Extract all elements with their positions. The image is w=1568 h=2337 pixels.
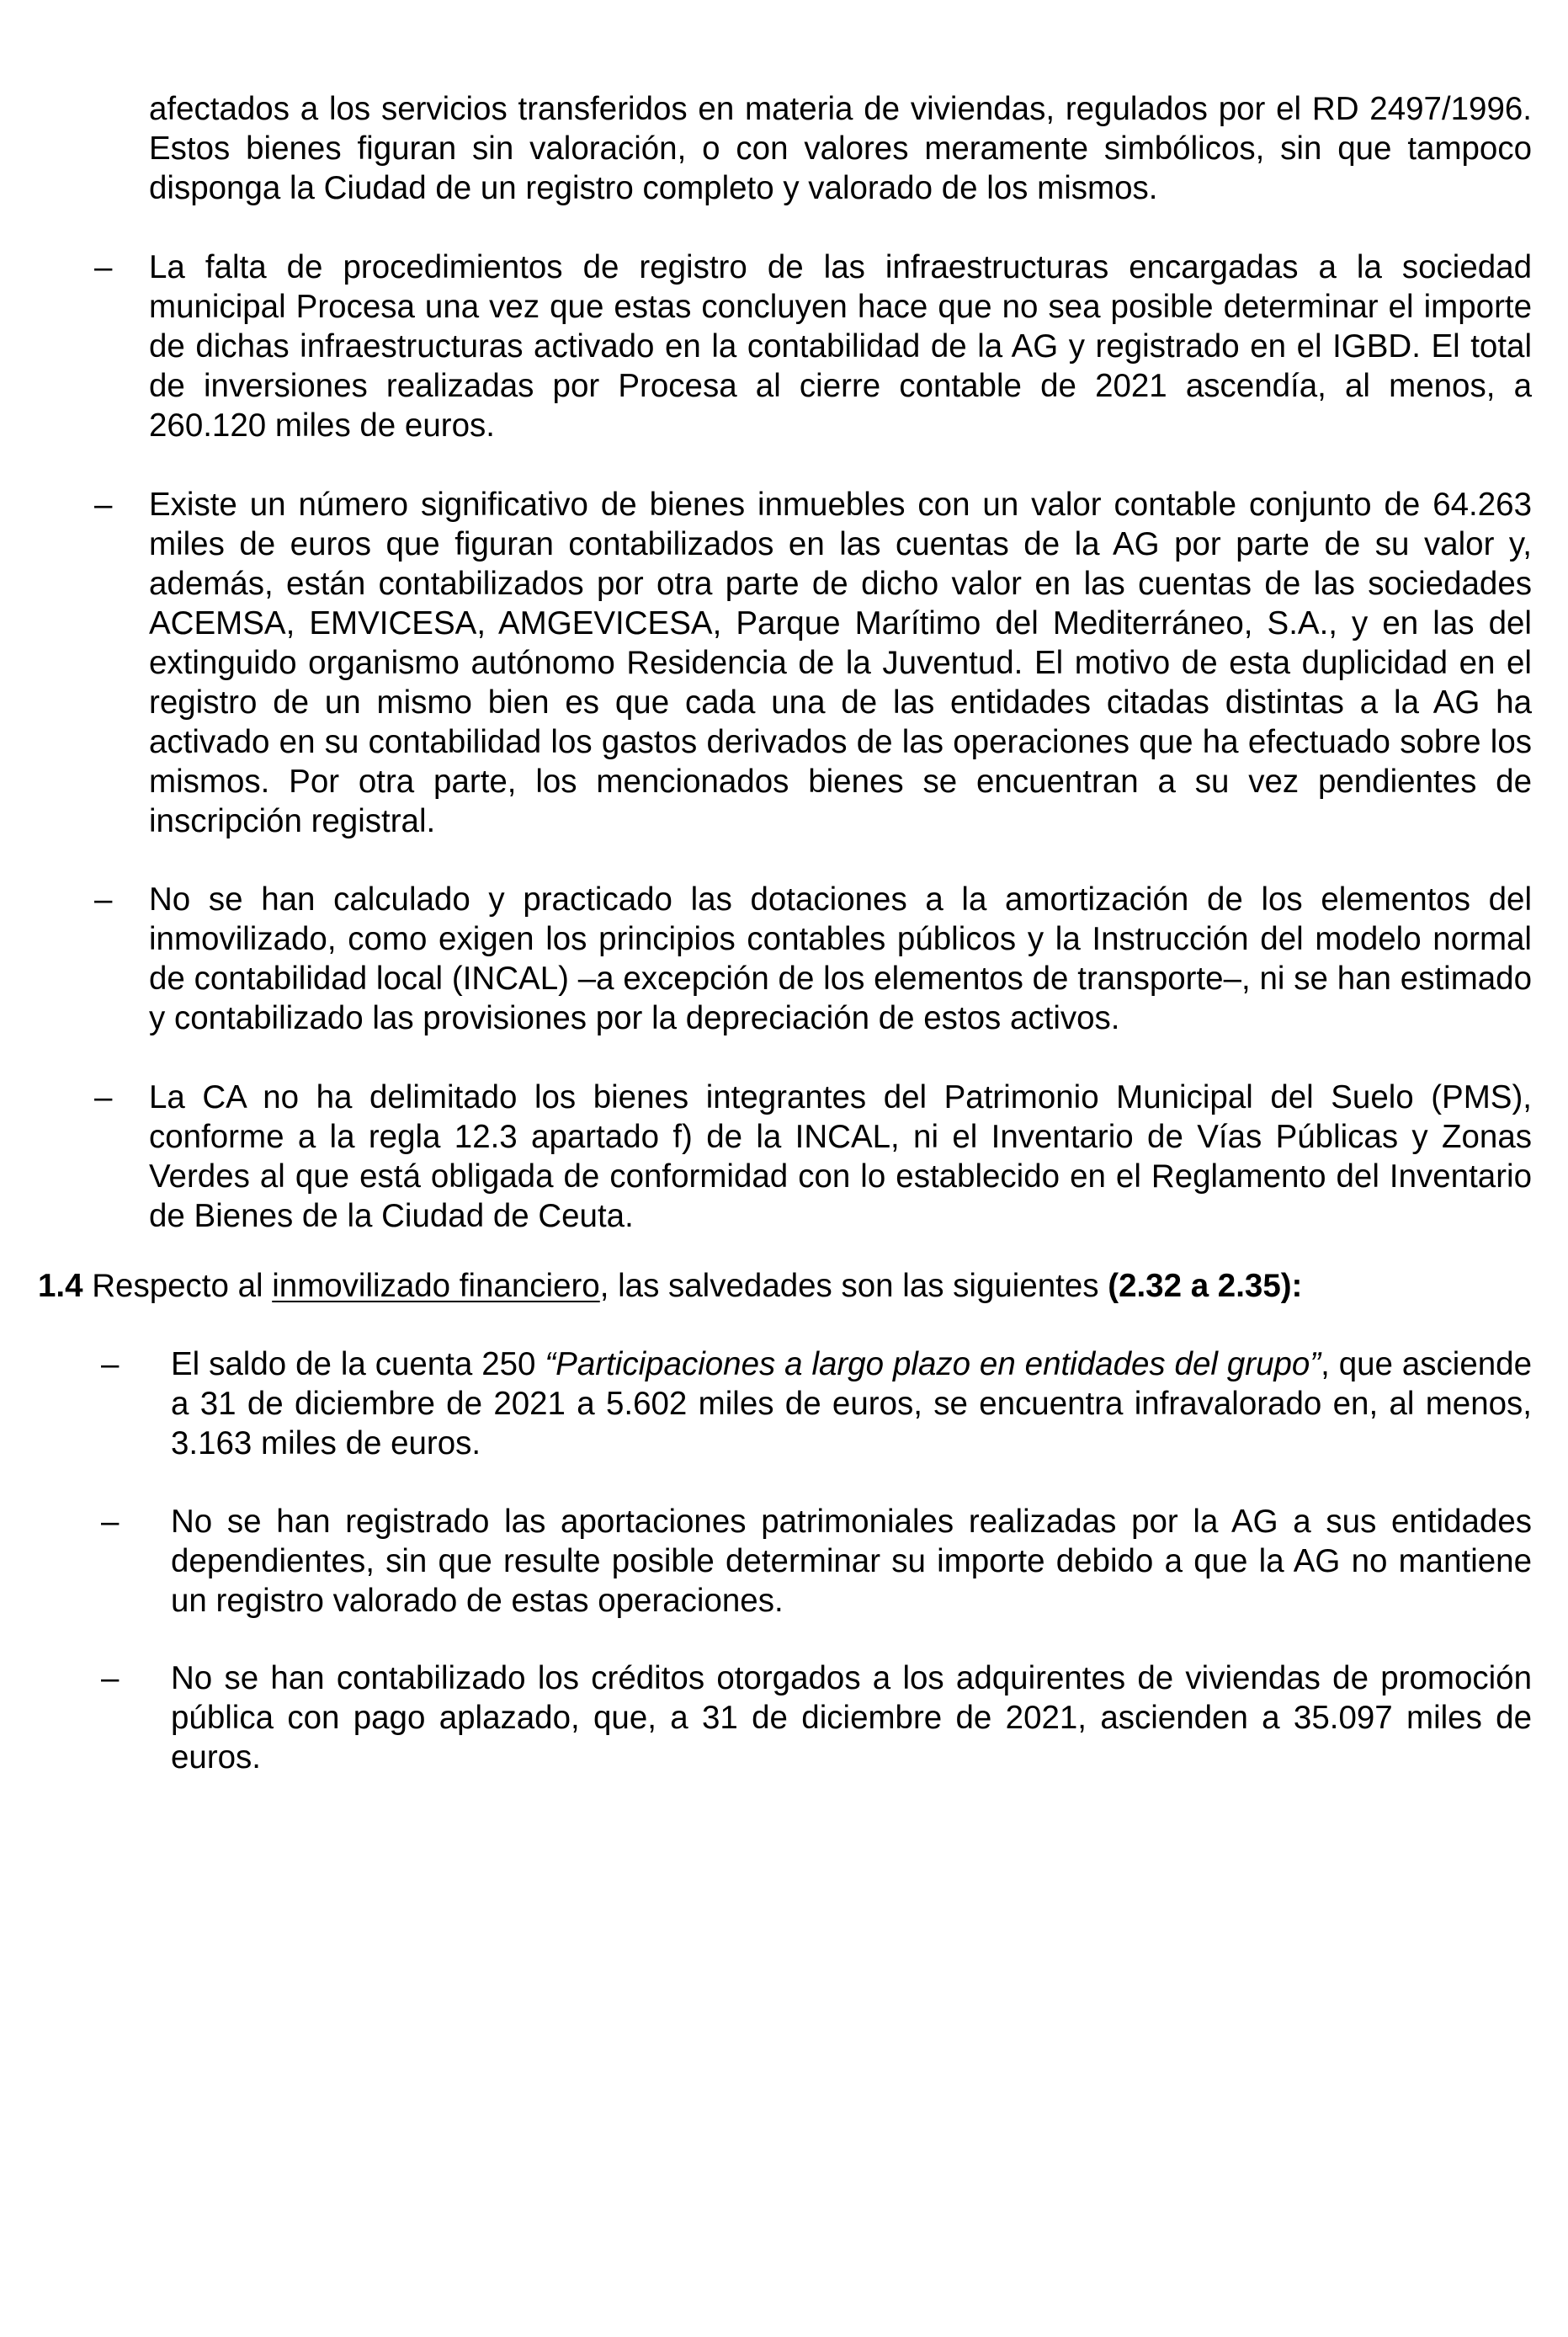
list-dash: –	[94, 1079, 113, 1115]
list-dash: –	[101, 1504, 120, 1540]
item1-after: , que asciende a 31 de diciembre de 2021 a 5.602 miles de euros, se encuentra infravalorado en, al menos, 3.163 miles de euros.	[171, 1346, 1532, 1461]
inmovilizado-financiero-term: inmovilizado financiero	[272, 1268, 600, 1304]
list-dash: –	[94, 881, 113, 918]
list-item-creditos: No se han contabilizado los créditos otorgados a los adquirentes de viviendas de promoción pública con pago aplazado, que, a 31 de diciembre de 2021, ascienden a 35.097 miles de euros.	[171, 1660, 1532, 1775]
list-dash: –	[94, 487, 113, 523]
list-item-cuenta-250	[171, 1344, 1532, 1463]
list-dash: –	[94, 249, 113, 285]
list-dash: –	[101, 1660, 120, 1696]
section-reference: (2.32 a 2.35):	[1108, 1268, 1303, 1304]
section-text-before: Respecto al	[82, 1268, 273, 1304]
item1-account-name: “Participaciones a largo plazo en entidades del grupo”	[545, 1346, 1321, 1382]
section-text-after: , las salvedades son las siguientes	[599, 1268, 1108, 1304]
list-item-pms: La CA no ha delimitado los bienes integrantes del Patrimonio Municipal del Suelo (PMS), conforme a la regla 12.3 apartado f) de la INCAL, ni el Inventario de Vías Públicas y Zonas Verdes al que está obligada de conformidad con lo establecido en el Reglamento del Inventario de Bienes de la Ciudad de Ceuta.	[149, 1079, 1532, 1234]
list-item-amortizacion: No se han calculado y practicado las dotaciones a la amortización de los elementos del inmovilizado, como exigen los principios contables públicos y la Instrucción del modelo normal de contabilidad local (INCAL) –a excepción de los elementos de transporte–, ni se han estimado y contabilizado las provisiones por la depreciación de estos activos.	[149, 881, 1532, 1036]
continuation-paragraph: afectados a los servicios transferidos en materia de viviendas, regulados por el RD 2497/1996. Estos bienes figuran sin valoración, o con valores meramente simbólicos, sin que tampoco disponga la Ciudad de un registro completo y valorado de los mismos.	[149, 91, 1532, 206]
list-dash: –	[101, 1346, 120, 1382]
item1-before: El saldo de la cuenta 250	[171, 1346, 545, 1382]
section-number: 1.4	[38, 1268, 83, 1304]
section-1-4-heading	[38, 1266, 1302, 1306]
list-item-procesa: La falta de procedimientos de registro de las infraestructuras encargadas a la sociedad municipal Procesa una vez que estas concluyen hace que no sea posible determinar el importe de dichas infraestructuras activado en la contabilidad de la AG y registrado en el IGBD. El total de inversiones realizadas por Procesa al cierre contable de 2021 ascendía, al menos, a 260.120 miles de euros.	[149, 249, 1532, 444]
list-item-aportaciones: No se han registrado las aportaciones patrimoniales realizadas por la AG a sus entidades dependientes, sin que resulte posible determinar su importe debido a que la AG no mantiene un registro valorado de estas operaciones.	[171, 1504, 1532, 1619]
list-item-duplicidad: Existe un número significativo de bienes inmuebles con un valor contable conjunto de 64.263 miles de euros que figuran contabilizados en las cuentas de la AG por parte de su valor y, además, están contabilizados por otra parte de dicho valor en las cuentas de las sociedades ACEMSA, EMVICESA, AMGEVICESA, Parque Marítimo del Mediterráneo, S.A., y en las del extinguido organismo autónomo Residencia de la Juventud. El motivo de esta duplicidad en el registro de un mismo bien es que cada una de las entidades citadas distintas a la AG ha activado en su contabilidad los gastos derivados de las operaciones que ha efectuado sobre los mismos. Por otra parte, los mencionados bienes se encuentran a su vez pendientes de inscripción registral.	[149, 487, 1532, 839]
